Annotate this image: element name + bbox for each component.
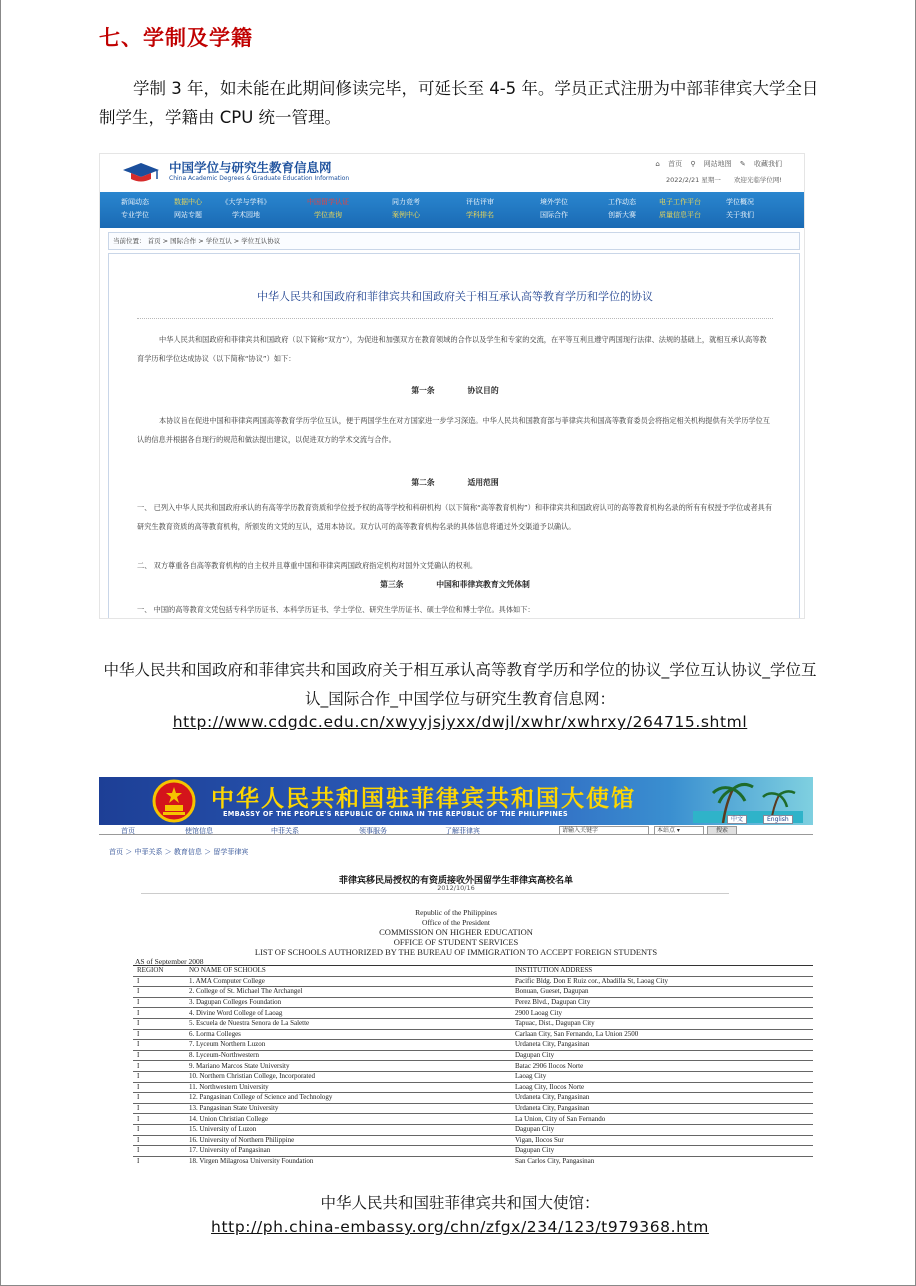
cell-address: Dagupan City bbox=[511, 1146, 813, 1157]
cell-region: I bbox=[133, 1124, 185, 1135]
cell-address: Urdaneta City, Pangasinan bbox=[511, 1040, 813, 1051]
nav-col-7[interactable]: 境外学位 国际合作 bbox=[540, 198, 568, 219]
cell-school-name: 16. University of Northern Philippine bbox=[185, 1135, 511, 1146]
cdgdc-caption: 中华人民共和国政府和菲律宾共和国政府关于相互承认高等教育学历和学位的协议_学位互认协议_学位互认_国际合作_中国学位与研究生教育信息网： bbox=[103, 661, 817, 708]
cell-school-name: 1. AMA Computer College bbox=[185, 976, 511, 987]
article1-heading: 第一条 协议目的 bbox=[411, 386, 499, 395]
cell-address: 2900 Laoag City bbox=[511, 1008, 813, 1019]
table-row bbox=[133, 1124, 813, 1135]
article-preamble: 中华人民共和国政府和菲律宾共和国政府（以下简称“双方”），为促进和加强双方在教育领域的合作以及学生和专家的交流，在平等互利且遵守两国现行法律、法规的基础上，就相互承认高等教育学历和学位达成协议（以下简称“协议”）如下： bbox=[137, 335, 767, 363]
article3-heading: 第三条 中国和菲律宾教育文凭体制 bbox=[380, 580, 530, 589]
doc-line-4: OFFICE OF STUDENT SERVICES bbox=[393, 937, 519, 947]
header-region: REGION bbox=[133, 966, 185, 977]
cell-region: I bbox=[133, 1050, 185, 1061]
cell-school-name: 6. Lorma Colleges bbox=[185, 1029, 511, 1040]
article2-heading: 第二条 适用范围 bbox=[411, 478, 499, 487]
article2-item1: 一、 已列入中华人民共和国政府承认的有高等学历教育资质和学位授予权的高等学校和科研机构（以下简称“高等教育机构”）和菲律宾共和国政府认可的高等教育机构名录的所有有权授予学位或者具有研究生教育资质的高等教育机构，所颁发的文凭的互认，适用本协议。双方认可的高等教育机构名录的具体信息将通过外交渠道予以确认。 bbox=[137, 503, 773, 531]
nav-col-2[interactable]: 数据中心 网站专题 bbox=[174, 198, 202, 219]
cdgdc-article bbox=[108, 253, 800, 619]
cell-school-name: 3. Dagupan Colleges Foundation bbox=[185, 997, 511, 1008]
cdgdc-screenshot bbox=[99, 153, 805, 619]
header-school-name: NO NAME OF SCHOOLS bbox=[185, 966, 511, 977]
cdgdc-site-name-en: China Academic Degrees & Graduate Education Information bbox=[169, 175, 350, 182]
bookmark-link[interactable]: ✎ 收藏我们 bbox=[739, 160, 782, 168]
article2-item2: 二、 双方尊重各自高等教育机构的自主权并且尊重中国和菲律宾两国政府指定机构对国外文凭确认的权利。 bbox=[137, 561, 478, 570]
cdgdc-header bbox=[100, 154, 805, 190]
embassy-menu bbox=[99, 825, 813, 835]
notice-date: 2012/10/16 bbox=[437, 884, 475, 892]
table-row bbox=[133, 997, 813, 1008]
embassy-caption: 中华人民共和国驻菲律宾共和国大使馆： bbox=[320, 1194, 600, 1212]
embassy-banner bbox=[99, 777, 813, 825]
table-row bbox=[133, 1050, 813, 1061]
table-row bbox=[133, 1018, 813, 1029]
table-row bbox=[133, 1146, 813, 1157]
embassy-breadcrumb: 首页 ＞ 中菲关系 ＞ 教育信息 ＞ 留学菲律宾 bbox=[109, 848, 249, 856]
graduation-cap-logo-icon bbox=[119, 160, 163, 184]
cell-school-name: 15. University of Luzon bbox=[185, 1124, 511, 1135]
cdgdc-date-line: 2022/2/21 星期一 欢迎光临学位网! bbox=[665, 176, 782, 184]
cell-address: Dagupan City bbox=[511, 1124, 813, 1135]
cell-region: I bbox=[133, 1156, 185, 1167]
cell-school-name: 13. Pangasinan State University bbox=[185, 1103, 511, 1114]
cell-region: I bbox=[133, 1146, 185, 1157]
doc-line-5: LIST OF SCHOOLS AUTHORIZED BY THE BUREAU OF IMMIGRATION TO ACCEPT FOREIGN STUDENTS bbox=[254, 947, 658, 957]
cell-region: I bbox=[133, 1018, 185, 1029]
cell-region: I bbox=[133, 1135, 185, 1146]
cell-address: San Carlos City, Pangasinan bbox=[511, 1156, 813, 1167]
menu-relations[interactable]: 中菲关系 bbox=[271, 827, 299, 835]
article1-text: 本协议旨在促进中国和菲律宾两国高等教育学历学位互认，便于两国学生在对方国家进一步学习深造。中华人民共和国教育部与菲律宾共和国高等教育委员会将指定相关机构提供有关学历学位互认的信息并根据各自现行的规范和做法提出建议，以促进双方的学术交流与合作。 bbox=[137, 416, 770, 444]
table-row bbox=[133, 1135, 813, 1146]
table-row bbox=[133, 1029, 813, 1040]
cell-school-name: 4. Divine Word College of Laoag bbox=[185, 1008, 511, 1019]
table-row bbox=[133, 1093, 813, 1104]
cdgdc-top-links bbox=[649, 159, 782, 169]
article3-item1: 一、 中国的高等教育文凭包括专科学历证书、本科学历证书、学士学位、研究生学历证书、硕士学位和博士学位。具体如下： bbox=[137, 605, 535, 614]
cdgdc-nav-bar bbox=[100, 192, 805, 228]
doc-line-1: Republic of the Philippines bbox=[415, 908, 497, 917]
embassy-search-input[interactable]: 请输入关键字 bbox=[559, 826, 649, 835]
embassy-screenshot bbox=[99, 777, 813, 1169]
table-row bbox=[133, 1071, 813, 1082]
embassy-title-en: EMBASSY OF THE PEOPLE'S REPUBLIC OF CHINA IN THE REPUBLIC OF THE PHILIPPINES bbox=[223, 810, 568, 818]
cell-region: I bbox=[133, 1093, 185, 1104]
cdgdc-url-link[interactable]: http://www.cdgdc.edu.cn/xwyyjsjyxx/dwjl/xwhr/xwhrxy/264715.shtml bbox=[172, 713, 748, 731]
as-of-date: AS of September 2008 bbox=[135, 957, 204, 966]
embassy-url-link[interactable]: http://ph.china-embassy.org/chn/zfgx/234/123/t979368.htm bbox=[211, 1218, 709, 1236]
lang-cn-button[interactable]: 中文 bbox=[727, 815, 747, 824]
cell-address: Laoag City, Ilocos Norte bbox=[511, 1082, 813, 1093]
nav-col-9[interactable]: 电子工作平台 质量信息平台 bbox=[659, 198, 701, 219]
nav-col-3[interactable]: 《大学与学科》 学术园地 bbox=[221, 198, 271, 219]
cell-school-name: 14. Union Christian College bbox=[185, 1114, 511, 1125]
cell-address: Tapuac, Dist., Dagupan City bbox=[511, 1018, 813, 1029]
cell-address: Dagupan City bbox=[511, 1050, 813, 1061]
cell-region: I bbox=[133, 987, 185, 998]
doc-line-2: Office of the President bbox=[422, 918, 490, 927]
cell-school-name: 9. Mariano Marcos State University bbox=[185, 1061, 511, 1072]
embassy-title: 中华人民共和国驻菲律宾共和国大使馆 bbox=[211, 785, 636, 812]
table-header-row bbox=[133, 966, 813, 977]
intro-paragraph: 学制 3 年，如未能在此期间修读完毕，可延长至 4-5 年。学员正式注册为中部菲律宾大学全日制学生，学籍由 CPU 统一管理。 bbox=[99, 79, 819, 127]
table-row bbox=[133, 1040, 813, 1051]
home-link[interactable]: ⌂ 首页 bbox=[655, 160, 683, 168]
nav-col-5[interactable]: 同力竞考 案例中心 bbox=[392, 198, 420, 219]
menu-home[interactable]: 首页 bbox=[121, 827, 135, 835]
cell-address: Urdaneta City, Pangasinan bbox=[511, 1103, 813, 1114]
cell-address: Laoag City bbox=[511, 1071, 813, 1082]
cell-school-name: 18. Virgen Milagrosa University Foundation bbox=[185, 1156, 511, 1167]
header-address: INSTITUTION ADDRESS bbox=[511, 966, 813, 977]
notice-title: 菲律宾移民局授权的有资质接收外国留学生菲律宾高校名单 bbox=[338, 876, 573, 886]
cell-address: La Union, City of San Fernando bbox=[511, 1114, 813, 1125]
cell-region: I bbox=[133, 1082, 185, 1093]
cdgdc-breadcrumb: 当前位置： 首页 > 国际合作 > 学位互认 > 学位互认协议 bbox=[108, 232, 800, 250]
nav-col-1[interactable]: 新闻动态 专业学位 bbox=[121, 198, 149, 219]
cell-region: I bbox=[133, 1114, 185, 1125]
article-divider bbox=[137, 318, 773, 319]
cell-region: I bbox=[133, 1008, 185, 1019]
cell-school-name: 2. College of St. Michael The Archangel bbox=[185, 987, 511, 998]
cell-region: I bbox=[133, 1029, 185, 1040]
nav-col-4[interactable]: 中国留学认证 学位查询 bbox=[307, 198, 349, 219]
notice-divider bbox=[141, 893, 729, 894]
doc-line-3: COMMISSION ON HIGHER EDUCATION bbox=[379, 927, 533, 937]
nav-col-8[interactable]: 工作动态 创新大赛 bbox=[608, 198, 636, 219]
table-row bbox=[133, 1082, 813, 1093]
cell-address: Pacific Bldg. Don E Ruiz cor., Abadilla St, Laoag City bbox=[511, 976, 813, 987]
cell-address: Vigan, Ilocos Sur bbox=[511, 1135, 813, 1146]
menu-embassy-info[interactable]: 使馆信息 bbox=[185, 827, 213, 835]
article-title: 中华人民共和国政府和菲律宾共和国政府关于相互承认高等教育学历和学位的协议 bbox=[257, 290, 653, 303]
table-row bbox=[133, 1114, 813, 1125]
nav-col-10[interactable]: 学位概况 关于我们 bbox=[726, 198, 754, 219]
table-row bbox=[133, 1061, 813, 1072]
schools-table bbox=[133, 965, 813, 1167]
menu-about-philippines[interactable]: 了解菲律宾 bbox=[445, 827, 480, 835]
lang-en-button[interactable]: English bbox=[763, 815, 793, 824]
cell-region: I bbox=[133, 1103, 185, 1114]
table-row bbox=[133, 1103, 813, 1114]
cell-region: I bbox=[133, 997, 185, 1008]
cdgdc-site-name: 中国学位与研究生教育信息网 bbox=[169, 160, 332, 175]
cell-address: Perez Blvd., Dagupan City bbox=[511, 997, 813, 1008]
cell-address: Batac 2906 Ilocos Norte bbox=[511, 1061, 813, 1072]
menu-consular[interactable]: 领事服务 bbox=[359, 827, 387, 835]
nav-col-6[interactable]: 评估评审 学科排名 bbox=[466, 198, 494, 219]
section-heading: 七、学制及学籍 bbox=[99, 26, 253, 50]
cell-region: I bbox=[133, 1061, 185, 1072]
cell-region: I bbox=[133, 1040, 185, 1051]
cell-region: I bbox=[133, 1071, 185, 1082]
cell-address: Bonuan, Gueset, Dagupan bbox=[511, 987, 813, 998]
table-row bbox=[133, 987, 813, 998]
cell-school-name: 10. Northern Christian College, Incorporated bbox=[185, 1071, 511, 1082]
national-emblem-icon bbox=[151, 779, 197, 823]
search-button[interactable]: 搜索 bbox=[707, 826, 737, 835]
cell-address: Urdaneta City, Pangasinan bbox=[511, 1093, 813, 1104]
cell-school-name: 5. Escuela de Nuestra Senora de La Salette bbox=[185, 1018, 511, 1029]
cell-school-name: 8. Lyceum-Northwestern bbox=[185, 1050, 511, 1061]
table-row bbox=[133, 976, 813, 987]
table-body bbox=[133, 976, 813, 1167]
cell-region: I bbox=[133, 976, 185, 987]
table-row bbox=[133, 1156, 813, 1167]
cell-school-name: 17. University of Pangasinan bbox=[185, 1146, 511, 1157]
cell-school-name: 7. Lyceum Northern Luzon bbox=[185, 1040, 511, 1051]
cell-school-name: 11. Northwestern University bbox=[185, 1082, 511, 1093]
cell-address: Carlaan City, San Fernando, La Union 2500 bbox=[511, 1029, 813, 1040]
cell-school-name: 12. Pangasinan College of Science and Technology bbox=[185, 1093, 511, 1104]
search-scope-select[interactable]: 本站点 ▾ bbox=[654, 826, 704, 835]
table-row bbox=[133, 1008, 813, 1019]
sitemap-link[interactable]: ⚲ 网站地图 bbox=[690, 160, 732, 168]
